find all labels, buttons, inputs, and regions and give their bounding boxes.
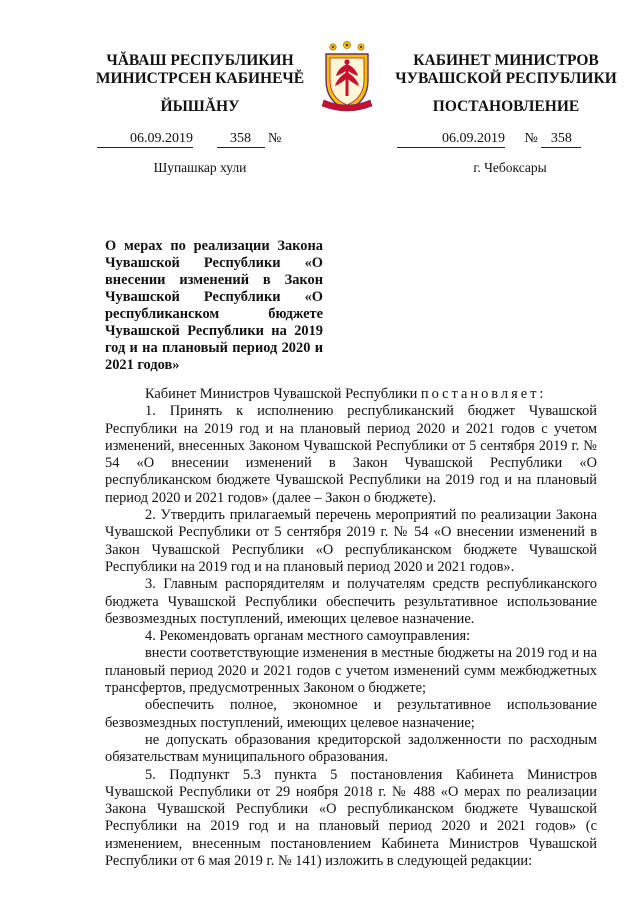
right-header (392, 52, 620, 88)
coat-of-arms-icon (318, 40, 376, 116)
left-doc-type: ЙЫШĂНУ (160, 98, 240, 115)
left-city: Шупашкар хули (153, 160, 247, 175)
left-header (95, 52, 305, 88)
left-date: 06.09.2019 (97, 131, 193, 148)
paragraph-3: 3. Главным распорядителям и получателям средств республиканского бюджета Чувашской Республики обеспечить результативное использование безвозмездных поступлений, имеющих целевое назначение. (105, 576, 597, 627)
right-date-line (397, 131, 607, 148)
document-body (105, 386, 597, 870)
intro-prefix: Кабинет Министров Чувашской Республики (145, 386, 418, 402)
right-header-line1: КАБИНЕТ МИНИСТРОВ (413, 52, 599, 69)
right-number: 358 (541, 131, 581, 148)
right-date: 06.09.2019 (397, 131, 505, 148)
intro-paragraph (105, 386, 597, 403)
paragraph-5: 5. Подпункт 5.3 пункта 5 постановления Кабинета Министров Чувашской Республики от 29 ноября 2018 г. № 488 «О мерах по реализации Закона Чувашской Республики «О республиканском бюджете Чувашской Республики на 2019 год и на плановый период 2020 и 2021 годов» (с изменением, внесенным постановлением Кабинета Министров Чувашской Республики от 6 мая 2019 г. № 141) изложить в следующей редакции: (105, 766, 597, 870)
paragraph-1: 1. Принять к исполнению республиканский бюджет Чувашской Республики на 2019 год и на плановый период 2020 и 2021 годов с учетом изменений, внесенных Законом Чувашской Республики от 5 сентября 2019 г. № 54 «О внесении изменений в Закон Чувашской Республики «О республиканском бюджете Чувашской Республики на 2019 год и на плановый период 2020 и 2021 годов» (далее – Закон о бюджете). (105, 403, 597, 506)
document-title: О мерах по реализации Закона Чувашской Республики «О внесении изменений в Закон Чувашской Республики «О республиканском бюджете Чувашской Республики на 2019 год и на плановый период 2020 и 2021 годов» (105, 238, 323, 373)
left-number-sign: № (268, 131, 282, 146)
right-header-line2: ЧУВАШСКОЙ РЕСПУБЛИКИ (395, 70, 617, 87)
left-header-line1: ЧĂВАШ РЕСПУБЛИКИН (106, 52, 294, 69)
paragraph-4-item-1: внести соответствующие изменения в местные бюджеты на 2019 год и на плановый период 2020 и 2021 годов с учетом изменений сумм межбюджетных трансфертов, предусмотренных Законом о бюджете; (105, 645, 597, 697)
paragraph-4-item-3: не допускать образования кредиторской задолженности по расходным обязательствам муниципального образования. (105, 731, 597, 766)
left-number: 358 (217, 131, 265, 148)
paragraph-4-item-2: обеспечить полное, экономное и результативное использование безвозмездных поступлений, имеющих целевое назначение; (105, 697, 597, 731)
right-city: г. Чебоксары (473, 160, 547, 175)
right-number-sign: № (524, 131, 538, 146)
paragraph-2: 2. Утвердить прилагаемый перечень мероприятий по реализации Закона Чувашской Республики от 5 сентября 2019 г. № 54 «О внесении изменений в Закон Чувашской Республики «О республиканском бюджете Чувашской Республики на 2019 год и на плановый период 2020 и 2021 годов». (105, 507, 597, 575)
left-header-line2: МИНИСТРСЕН КАБИНЕЧĔ (95, 70, 305, 87)
intro-resolves: постановляет: (420, 386, 547, 402)
paragraph-4: 4. Рекомендовать органам местного самоуправления: (145, 628, 471, 645)
right-doc-type: ПОСТАНОВЛЕНИЕ (432, 98, 580, 115)
left-date-line (97, 131, 315, 148)
